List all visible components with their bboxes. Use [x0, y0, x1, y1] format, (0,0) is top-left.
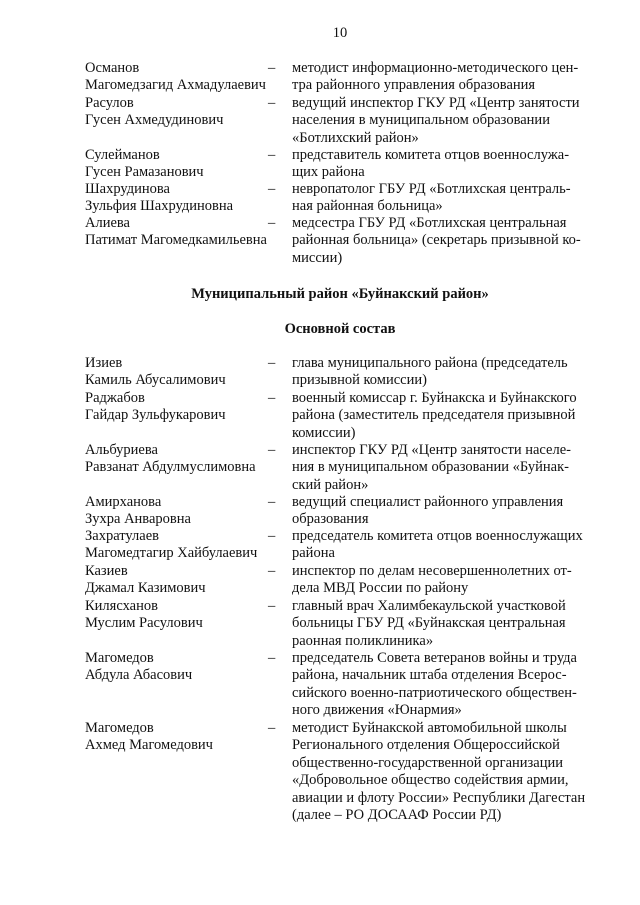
member-role: военный комиссар г. Буйнакска и Буйнакского района (заместитель председателя призывной комиссии) [292, 390, 577, 441]
member-name: Сулейманов Гусен Рамазанович [85, 147, 204, 181]
member-name: Амирханова Зухра Анваровна [85, 494, 191, 528]
member-name: Альбуриева Равзанат Абдулмуслимовна [85, 442, 256, 476]
dash: – [268, 598, 276, 614]
member-role: инспектор ГКУ РД «Центр занятости населе- ния в муниципальном образовании «Буйнак- ский район» [292, 442, 571, 493]
section-heading: Основной состав [284, 321, 396, 337]
dash: – [268, 720, 276, 736]
member-name: Магомедов Абдула Абасович [85, 650, 193, 684]
dash: – [268, 442, 276, 458]
member-role: невропатолог ГБУ РД «Ботлихская централь- ная районная больница» [292, 181, 571, 215]
dash: – [268, 60, 276, 76]
member-name: Изиев Камиль Абусалимович [85, 355, 226, 389]
dash: – [268, 355, 276, 371]
member-name: Килясханов Муслим Расулович [85, 598, 203, 632]
dash: – [268, 528, 276, 544]
member-role: методист Буйнакской автомобильной школы Регионального отделения Общероссийской общественно-государственной организации «Добровольное общество содействия армии, авиации и флоту России» Республики Дагестан (далее – РО ДОСААФ России РД) [292, 720, 586, 824]
page-number: 10 [332, 25, 348, 41]
dash: – [268, 181, 276, 197]
member-role: ведущий специалист районного управления образования [292, 494, 564, 528]
member-name: Магомедов Ахмед Магомедович [85, 720, 213, 754]
dash: – [268, 95, 276, 111]
member-name: Расулов Гусен Ахмедудинович [85, 95, 224, 129]
member-role: председатель Совета ветеранов войны и труда района, начальник штаба отделения Всерос- сийского военно-патриотического обществен- ного движения «Юнармия» [292, 650, 577, 719]
member-name: Казиев Джамал Казимович [85, 563, 206, 597]
member-role: глава муниципального района (председатель призывной комиссии) [292, 355, 568, 389]
district-heading: Муниципальный район «Буйнакский район» [191, 286, 489, 302]
member-name: Османов Магомедзагид Ахмадулаевич [85, 60, 266, 94]
dash: – [268, 494, 276, 510]
dash: – [268, 215, 276, 231]
dash: – [268, 147, 276, 163]
member-name: Шахрудинова Зульфия Шахрудиновна [85, 181, 234, 215]
dash: – [268, 390, 276, 406]
member-role: медсестра ГБУ РД «Ботлихская центральная районная больница» (секретарь призывной ко- миссии) [292, 215, 581, 266]
member-role: ведущий инспектор ГКУ РД «Центр занятости населения в муниципальном образовании «Ботлихский район» [292, 95, 580, 146]
member-name: Алиева Патимат Магомедкамильевна [85, 215, 267, 249]
member-role: председатель комитета отцов военнослужащих района [292, 528, 583, 562]
member-name: Захратулаев Магомедтагир Хайбулаевич [85, 528, 258, 562]
member-role: представитель комитета отцов военнослужа- щих района [292, 147, 570, 181]
member-role: методист информационно-методического цен- тра районного управления образования [292, 60, 579, 94]
member-name: Раджабов Гайдар Зульфукарович [85, 390, 226, 424]
member-role: главный врач Халимбекаульской участковой больницы ГБУ РД «Буйнакская центральная раонная поликлиника» [292, 598, 566, 649]
member-role: инспектор по делам несовершеннолетних от- дела МВД России по району [292, 563, 572, 597]
dash: – [268, 563, 276, 579]
dash: – [268, 650, 276, 666]
